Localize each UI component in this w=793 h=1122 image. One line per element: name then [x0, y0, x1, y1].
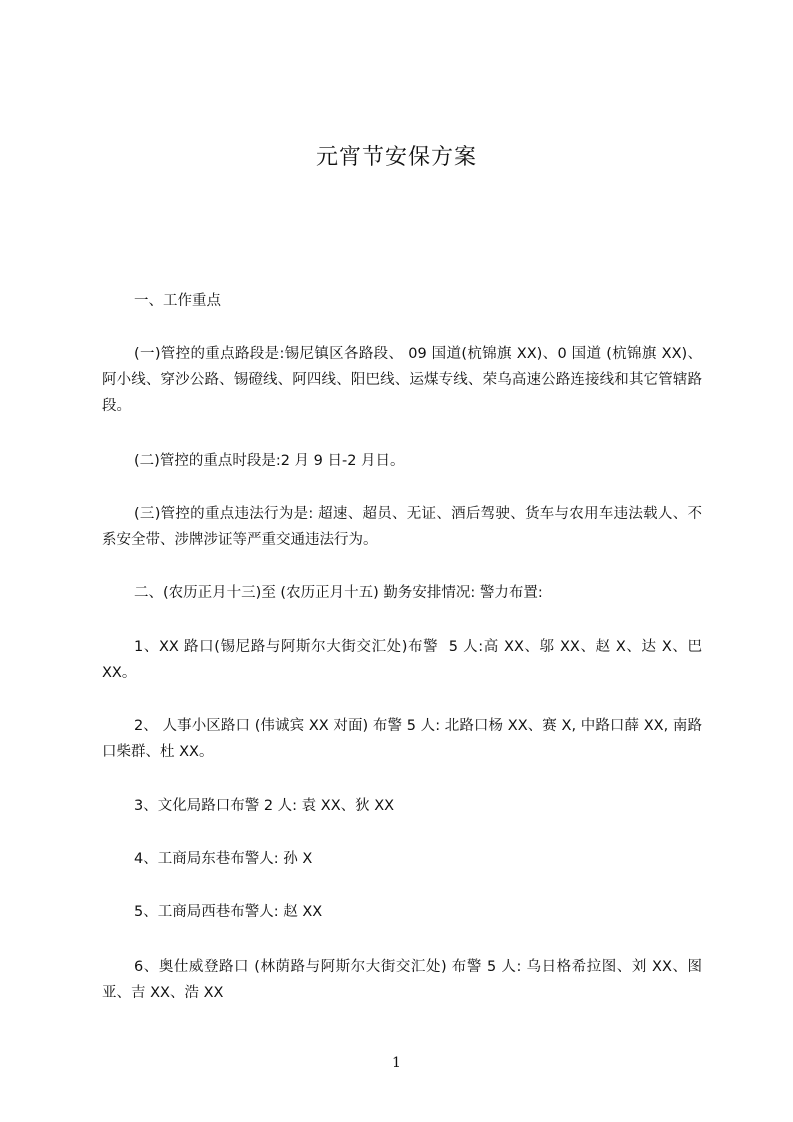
page-number: 1 — [392, 1055, 401, 1071]
paragraph-deployment-3: 3、文化局路口布警 2 人: 袁 XX、狄 XX — [134, 798, 395, 814]
page-title: 元宵节安保方案 — [315, 145, 477, 170]
paragraph-deployment-5: 5、工商局西巷布警人: 赵 XX — [134, 904, 323, 920]
paragraph-deployment-1: 1、XX 路口(锡尼路与阿斯尔大街交汇处)布警 5 人:高 XX、邬 XX、赵 X、达 X、巴 XX。 — [102, 639, 707, 681]
paragraph-key-roads: (一)管控的重点路段是:锡尼镇区各路段、 09 国道(杭锦旗 XX)、0 国道 (杭锦旗 XX)、阿小线、穿沙公路、锡磴线、阿四线、阳巴线、运煤专线、荣乌高速公路连接线和其它管辖路段。 — [102, 346, 702, 414]
section-heading-2: 二、(农历正月十三)至 (农历正月十五) 勤务安排情况: 警力布置: — [134, 585, 543, 601]
section-heading-1: 一、工作重点 — [134, 293, 221, 309]
paragraph-deployment-6: 6、奥仕威登路口 (林荫路与阿斯尔大街交汇处) 布警 5 人: 乌日格希拉图、刘 XX、图亚、吉 XX、浩 XX — [102, 959, 702, 1001]
paragraph-key-violations: (三)管控的重点违法行为是: 超速、超员、无证、酒后驾驶、货车与农用车违法载人、不系安全带、涉牌涉证等严重交通违法行为。 — [102, 506, 702, 548]
paragraph-key-period: (二)管控的重点时段是:2 月 9 日-2 月日。 — [134, 453, 405, 469]
paragraph-deployment-2: 2、 人事小区路口 (伟诚宾 XX 对面) 布警 5 人: 北路口杨 XX、赛 X, 中路口薛 XX, 南路口柴群、杜 XX。 — [102, 718, 702, 760]
paragraph-deployment-4: 4、工商局东巷布警人: 孙 X — [134, 851, 313, 867]
